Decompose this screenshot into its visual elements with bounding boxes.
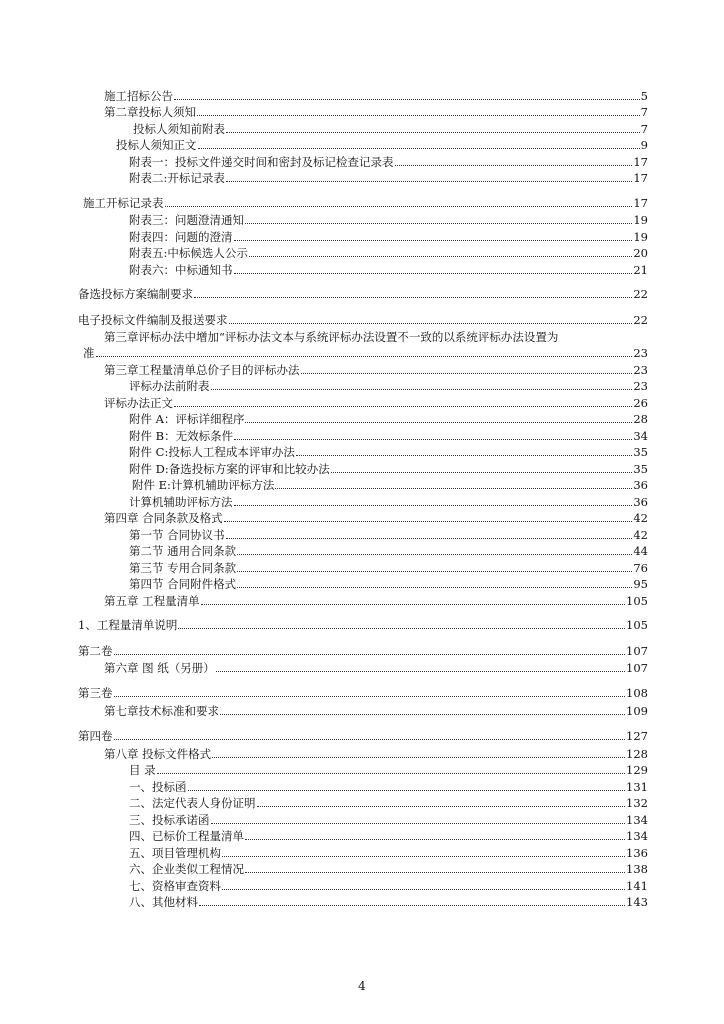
toc-entry[interactable] bbox=[129, 378, 648, 393]
toc-entry-title: 第三章工程量清单总价子目的评标办法 bbox=[104, 363, 300, 377]
toc-entry-page: 36 bbox=[633, 495, 648, 509]
toc-entry[interactable] bbox=[129, 494, 648, 509]
toc-entry-title: 附件 A：评标详细程序 bbox=[129, 412, 245, 426]
dot-leader bbox=[245, 422, 632, 423]
toc-entry[interactable] bbox=[129, 154, 648, 169]
dot-leader bbox=[229, 323, 633, 324]
toc-entry-title: 附件 D:备选投标方案的评审和比较办法 bbox=[129, 462, 330, 476]
dot-leader bbox=[197, 115, 640, 116]
toc-entry[interactable] bbox=[129, 878, 648, 893]
dot-leader bbox=[234, 505, 633, 506]
dot-leader bbox=[199, 905, 625, 906]
dot-leader bbox=[222, 856, 625, 857]
dot-leader bbox=[237, 554, 632, 555]
toc-entry[interactable] bbox=[104, 395, 648, 410]
toc-entry[interactable] bbox=[129, 795, 648, 810]
toc-entry-title: 第七章技术标准和要求 bbox=[104, 704, 219, 718]
toc-entry-title: 电子投标文件编制及报送要求 bbox=[78, 313, 228, 327]
dot-leader bbox=[275, 488, 632, 489]
toc-entry-page: 23 bbox=[633, 379, 648, 393]
toc-entry[interactable] bbox=[129, 861, 648, 876]
dot-leader bbox=[114, 696, 626, 697]
toc-entry[interactable] bbox=[129, 444, 648, 459]
toc-entry[interactable] bbox=[78, 286, 648, 301]
toc-entry-page: 19 bbox=[633, 213, 648, 227]
toc-entry[interactable] bbox=[104, 510, 648, 525]
toc-entry-page: 35 bbox=[633, 445, 648, 459]
toc-entry-page: 42 bbox=[633, 511, 648, 525]
toc-entry-title: 投标人须知前附表 bbox=[133, 122, 225, 136]
toc-entry-title: 计算机辅助评标方法 bbox=[129, 495, 233, 509]
toc-entry[interactable] bbox=[133, 121, 648, 136]
dot-leader bbox=[301, 373, 633, 374]
toc-entry-title: 附表一：投标文件递交时间和密封及标记检查记录表 bbox=[129, 155, 394, 169]
toc-entry[interactable] bbox=[116, 137, 648, 152]
toc-entry[interactable] bbox=[104, 593, 648, 608]
toc-entry-title: 1、工程量清单说明 bbox=[78, 618, 178, 632]
dot-leader bbox=[178, 628, 625, 629]
toc-entry[interactable] bbox=[78, 312, 648, 327]
dot-leader bbox=[249, 256, 632, 257]
dot-leader bbox=[234, 273, 633, 274]
toc-entry[interactable] bbox=[104, 660, 648, 675]
toc-entry-title-line: 第三章评标办法中增加“评标办法文本与系统评标办法设置不一致的以系统评标办法设置为 bbox=[104, 331, 559, 344]
dot-leader bbox=[257, 806, 626, 807]
toc-entry-title: 附件 C:投标人工程成本评审办法 bbox=[129, 445, 295, 459]
toc-entry-title: 五、项目管理机构 bbox=[129, 846, 221, 860]
dot-leader bbox=[198, 148, 640, 149]
toc-entry-title: 附件 B：无效标条件 bbox=[129, 429, 234, 443]
toc-entry-page: 26 bbox=[633, 396, 648, 410]
toc-entry-page: 107 bbox=[626, 661, 648, 675]
toc-entry-title: 三、投标承诺函 bbox=[129, 813, 210, 827]
toc-entry-title: 施工开标记录表 bbox=[83, 196, 164, 210]
dot-leader bbox=[157, 773, 625, 774]
toc-entry-title: 第二节 通用合同条款 bbox=[129, 544, 237, 558]
toc-entry[interactable] bbox=[104, 104, 648, 119]
toc-entry-page: 108 bbox=[626, 686, 648, 700]
toc-entry[interactable] bbox=[129, 543, 648, 558]
toc-entry-page: 129 bbox=[626, 763, 648, 777]
toc-entry-title: 六、企业类似工程情况 bbox=[129, 862, 244, 876]
toc-entry[interactable] bbox=[78, 728, 648, 743]
toc-entry[interactable] bbox=[129, 212, 648, 227]
toc-entry-page: 35 bbox=[633, 462, 648, 476]
toc-entry-page: 128 bbox=[626, 747, 648, 761]
toc-entry-page: 28 bbox=[633, 412, 648, 426]
toc-entry-page: 7 bbox=[640, 122, 648, 136]
dot-leader bbox=[245, 223, 632, 224]
toc-entry-page: 141 bbox=[626, 879, 648, 893]
toc-entry[interactable] bbox=[129, 428, 648, 443]
toc-entry[interactable] bbox=[104, 746, 648, 761]
toc-entry-page: 138 bbox=[626, 862, 648, 876]
dot-leader bbox=[194, 297, 632, 298]
toc-entry[interactable] bbox=[83, 345, 648, 360]
toc-entry-title: 第二卷 bbox=[78, 644, 113, 658]
toc-entry-page: 34 bbox=[633, 429, 648, 443]
dot-leader bbox=[212, 757, 625, 758]
toc-entry-title: 附表六：中标通知书 bbox=[129, 263, 233, 277]
toc-entry-page: 42 bbox=[633, 528, 648, 542]
toc-entry-page: 5 bbox=[640, 89, 648, 103]
toc-entry-page: 105 bbox=[626, 594, 648, 608]
toc-entry-title: 目 录 bbox=[129, 763, 156, 777]
dot-leader bbox=[395, 165, 633, 166]
toc-entry-page: 23 bbox=[633, 363, 648, 377]
dot-leader bbox=[188, 790, 626, 791]
toc-entry[interactable] bbox=[129, 762, 648, 777]
toc-entry-page: 105 bbox=[626, 618, 648, 632]
toc-entry-title: 附表三：问题澄清通知 bbox=[129, 213, 244, 227]
toc-entry-title: 附件 E:计算机辅助评标方法 bbox=[132, 478, 275, 492]
dot-leader bbox=[226, 132, 640, 133]
dot-leader bbox=[174, 406, 632, 407]
dot-leader bbox=[114, 654, 626, 655]
toc-entry[interactable] bbox=[129, 779, 648, 794]
toc-entry-title: 投标人须知正文 bbox=[116, 138, 197, 152]
dot-leader bbox=[201, 604, 625, 605]
page-number: 4 bbox=[358, 979, 366, 993]
toc-entry-page: 134 bbox=[626, 813, 648, 827]
toc-entry-title: 第八章 投标文件格式 bbox=[104, 747, 212, 761]
toc-entry[interactable] bbox=[129, 411, 648, 426]
toc-entry[interactable] bbox=[104, 362, 648, 377]
toc-entry[interactable] bbox=[132, 477, 648, 492]
dot-leader bbox=[220, 714, 625, 715]
toc-entry-page: 107 bbox=[626, 644, 648, 658]
toc-entry-title: 一、投标函 bbox=[129, 780, 187, 794]
toc-entry-page: 76 bbox=[633, 561, 648, 575]
toc-entry[interactable] bbox=[129, 894, 648, 909]
toc-entry-page: 19 bbox=[633, 230, 648, 244]
dot-leader bbox=[226, 181, 632, 182]
dot-leader bbox=[165, 206, 633, 207]
toc-entry[interactable] bbox=[78, 643, 648, 658]
toc-entry[interactable] bbox=[129, 229, 648, 244]
toc-entry-page: 22 bbox=[633, 287, 648, 301]
dot-leader bbox=[331, 472, 633, 473]
toc-entry-title: 第二章投标人须知 bbox=[104, 105, 196, 119]
toc-entry-title: 七、资格审查资料 bbox=[129, 879, 221, 893]
toc-entry-page: 132 bbox=[626, 796, 648, 810]
dot-leader bbox=[216, 671, 625, 672]
toc-entry[interactable] bbox=[129, 828, 648, 843]
toc-entry[interactable] bbox=[129, 527, 648, 542]
toc-entry-title: 四、已标价工程量清单 bbox=[129, 829, 244, 843]
toc-entry-page: 136 bbox=[626, 846, 648, 860]
dot-leader bbox=[237, 571, 632, 572]
toc-entry-title: 准 bbox=[83, 346, 95, 360]
toc-entry-title: 附表四：问题的澄清 bbox=[129, 230, 233, 244]
toc-entry[interactable] bbox=[78, 685, 648, 700]
toc-entry[interactable] bbox=[129, 560, 648, 575]
toc-entry-title: 附表五:中标候选人公示 bbox=[129, 246, 248, 260]
toc-entry-title: 第三卷 bbox=[78, 686, 113, 700]
dot-leader bbox=[224, 521, 633, 522]
toc-entry-title: 八、其他材料 bbox=[129, 895, 198, 909]
dot-leader bbox=[245, 839, 625, 840]
dot-leader bbox=[296, 455, 633, 456]
toc-entry-page: 9 bbox=[640, 138, 648, 152]
toc-entry[interactable] bbox=[129, 461, 648, 476]
toc-entry-page: 21 bbox=[633, 263, 648, 277]
toc-entry-page: 143 bbox=[626, 895, 648, 909]
toc-entry-page: 44 bbox=[633, 544, 648, 558]
toc-entry[interactable] bbox=[129, 845, 648, 860]
toc-entry[interactable] bbox=[104, 703, 648, 718]
toc-entry-title: 备选投标方案编制要求 bbox=[78, 287, 193, 301]
toc-entry-title: 评标办法前附表 bbox=[129, 379, 210, 393]
toc-entry-title: 评标办法正文 bbox=[104, 396, 173, 410]
dot-leader bbox=[234, 439, 632, 440]
toc-entry-page: 7 bbox=[640, 105, 648, 119]
toc-entry[interactable] bbox=[83, 195, 648, 210]
dot-leader bbox=[222, 889, 625, 890]
toc-entry[interactable] bbox=[129, 170, 648, 185]
toc-entry-page: 131 bbox=[626, 780, 648, 794]
dot-leader bbox=[174, 99, 640, 100]
toc-entry-title: 二、法定代表人身份证明 bbox=[129, 796, 256, 810]
toc-entry[interactable] bbox=[129, 245, 648, 260]
dot-leader bbox=[114, 739, 626, 740]
toc-entry-title: 附表二:开标记录表 bbox=[129, 171, 225, 185]
toc-entry-page: 134 bbox=[626, 829, 648, 843]
dot-leader bbox=[211, 389, 633, 390]
toc-entry-page: 17 bbox=[633, 196, 648, 210]
dot-leader bbox=[237, 587, 632, 588]
toc-entry-page: 127 bbox=[626, 729, 648, 743]
toc-entry[interactable] bbox=[129, 576, 648, 591]
toc-entry-page: 17 bbox=[633, 171, 648, 185]
toc-entry-title: 第四节 合同附件格式 bbox=[129, 577, 237, 591]
toc-entry[interactable] bbox=[78, 617, 648, 632]
toc-entry-title: 第三节 专用合同条款 bbox=[129, 561, 237, 575]
toc-entry-page: 22 bbox=[633, 313, 648, 327]
dot-leader bbox=[211, 823, 626, 824]
toc-entry-title: 第六章 图 纸（另册） bbox=[104, 661, 215, 675]
toc-entry-title: 第四卷 bbox=[78, 729, 113, 743]
toc-entry-title: 第一节 合同协议书 bbox=[129, 528, 225, 542]
toc-entry[interactable] bbox=[129, 262, 648, 277]
toc-entry-page: 17 bbox=[633, 155, 648, 169]
toc-entry-title: 施工招标公告 bbox=[104, 89, 173, 103]
dot-leader bbox=[234, 240, 633, 241]
dot-leader bbox=[245, 872, 625, 873]
dot-leader bbox=[96, 356, 633, 357]
toc-entry-title: 第五章 工程量清单 bbox=[104, 594, 200, 608]
toc-entry-page: 20 bbox=[633, 246, 648, 260]
toc-entry-page: 36 bbox=[633, 478, 648, 492]
toc-entry-page: 95 bbox=[633, 577, 648, 591]
toc-entry-page: 109 bbox=[626, 704, 648, 718]
toc-entry-page: 23 bbox=[633, 346, 648, 360]
toc-entry[interactable] bbox=[129, 812, 648, 827]
toc-entry[interactable] bbox=[104, 88, 648, 103]
dot-leader bbox=[226, 538, 633, 539]
toc-entry-title: 第四章 合同条款及格式 bbox=[104, 511, 223, 525]
